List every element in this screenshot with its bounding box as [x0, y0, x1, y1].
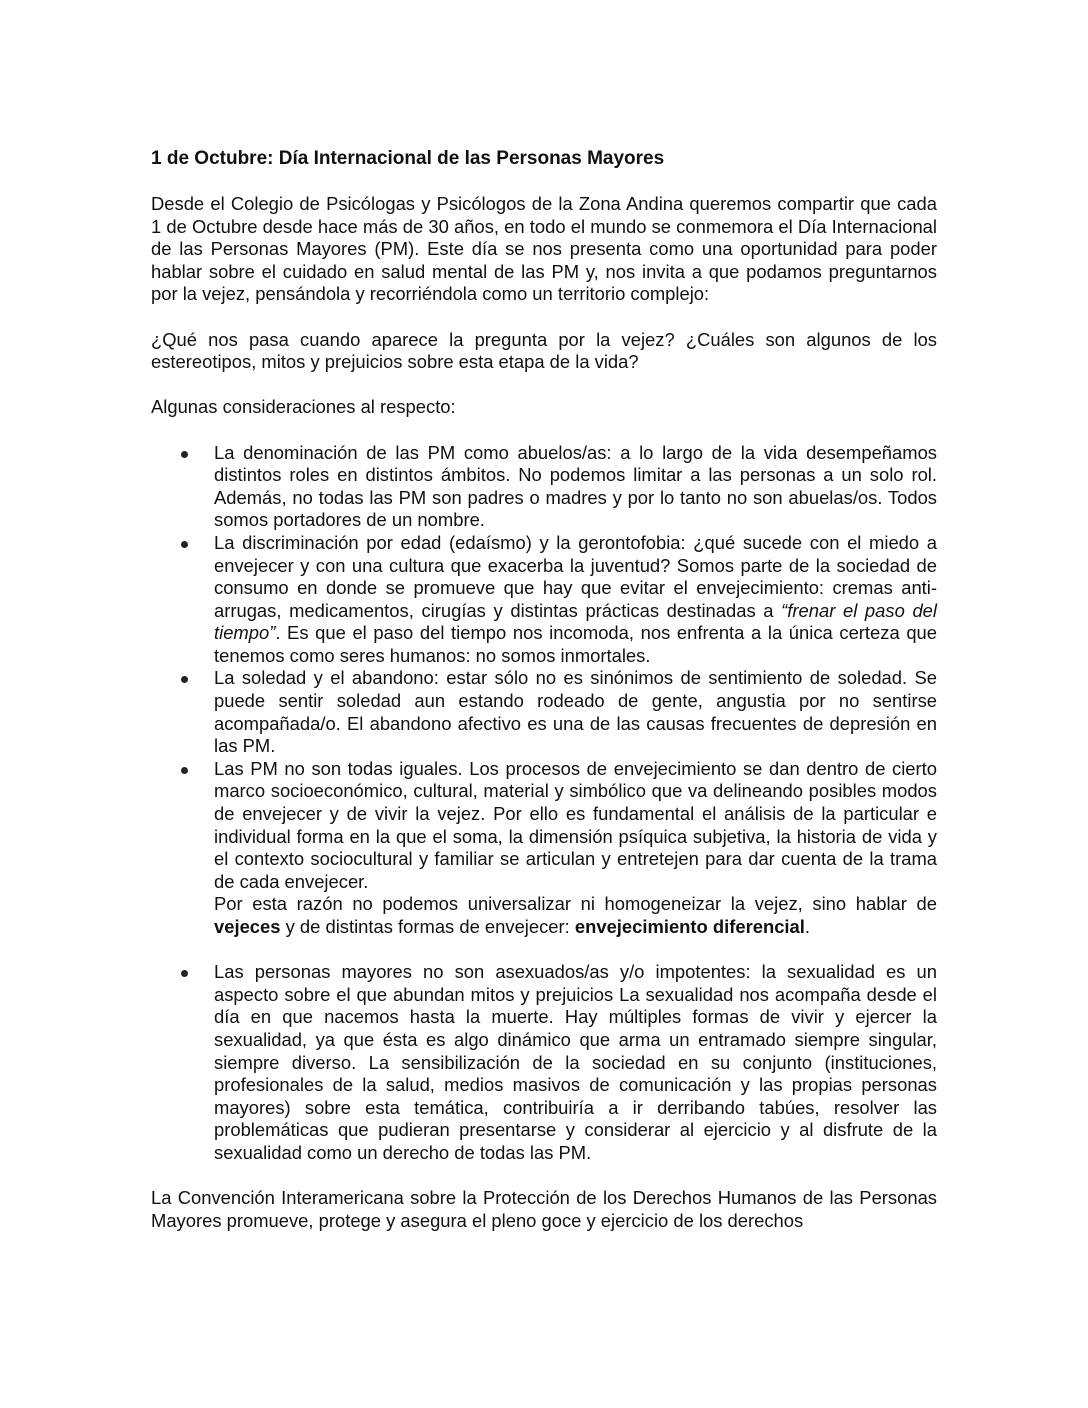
list-item [151, 667, 937, 757]
bullet-icon [181, 767, 188, 774]
list-item [151, 532, 937, 668]
bullet-text: Las personas mayores no son asexuados/as y/o impotentes: la sexualidad es un aspecto sobre el que abundan mitos y prejuicios La sexualidad nos acompaña desde el día en que nacemos hasta la muerte. Hay múltiples formas de vivir y ejercer la sexualidad, ya que ésta es algo dinámico que arma un entramado siempre singular, siempre diverso. La sensibilización de la sociedad en su conjunto (instituciones, profesionales de la salud, medios masivos de comunicación y las propias personas mayores) sobre esta temática, contribuiría a ir derribando tabúes, resolver las problemáticas que pudieran presentarse y considerar al ejercicio y al disfrute de la sexualidad como un derecho de todas las PM. [214, 961, 937, 1163]
intro-paragraph: Desde el Colegio de Psicólogas y Psicólogos de la Zona Andina queremos compartir que cada 1 de Octubre desde hace más de 30 años, en todo el mundo se conmemora el Día Internacional de las Personas Mayores (PM). Este día se nos presenta como una oportunidad para poder hablar sobre el cuidado en salud mental de las PM y, nos invita a que podamos preguntarnos por la vejez, pensándola y recorriéndola como un territorio complejo: [151, 193, 937, 305]
list-item [151, 961, 937, 1164]
continuation-text: y de distintas formas de envejecer: [280, 916, 575, 937]
bold-term-envejecimiento-diferencial: envejecimiento diferencial [574, 916, 805, 937]
list-item [151, 442, 937, 532]
bold-term-vejeces: vejeces [214, 916, 281, 937]
bullet-icon [181, 970, 188, 977]
bullet-icon [181, 676, 188, 683]
bullet-icon [181, 541, 188, 548]
bullet-text: La denominación de las PM como abuelos/as: a lo largo de la vida desempeñamos distintos roles en distintos ámbitos. No podemos limitar a las personas a un solo rol. Además, no todas las PM son padres o madres y por lo tanto no son abuelas/os. Todos somos portadores de un nombre. [214, 441, 937, 531]
continuation-text: Por esta razón no podemos universalizar ni homogeneizar la vejez, sino hablar de [214, 893, 937, 915]
closing-paragraph: La Convención Interamericana sobre la Protección de los Derechos Humanos de las Personas Mayores promueve, protege y asegura el pleno goce y ejercicio de los derechos [151, 1187, 937, 1231]
bullet-text: La soledad y el abandono: estar sólo no es sinónimos de sentimiento de soledad. Se puede sentir soledad aun estando rodeado de gente, angustia por no sentirse acompañada/o. El abandono afectivo es una de las causas frecuentes de depresión en las PM. [214, 667, 937, 757]
list-item [151, 758, 937, 939]
italic-quote: “frenar el paso del tiempo” [214, 599, 937, 644]
page-title: 1 de Octubre: Día Internacional de las Personas Mayores [151, 148, 665, 169]
bullet-icon [181, 451, 188, 458]
questions-paragraph: ¿Qué nos pasa cuando aparece la pregunta por la vejez? ¿Cuáles son algunos de los estereotipos, mitos y prejuicios sobre esta etapa de la vida? [151, 328, 937, 373]
considerations-list [151, 442, 937, 1165]
bullet-text: . Es que el paso del tiempo nos incomoda, nos enfrenta a la única certeza que tenemos como seres humanos: no somos inmortales. [214, 622, 937, 666]
considerations-label: Algunas consideraciones al respecto: [151, 396, 456, 418]
bullet-text: La discriminación por edad (edaísmo) y la gerontofobia: ¿qué sucede con el miedo a envejecer y con una cultura que exacerba la juventud? Somos parte de la sociedad de consumo en donde se promueve que hay que evitar el envejecimiento: cremas anti-arrugas, medicamentos, cirugías y distintas prácticas destinadas a [214, 531, 937, 621]
bullet-continuation [214, 893, 937, 938]
continuation-text: . [804, 916, 810, 937]
document-page [151, 147, 937, 1232]
bullet-text: Las PM no son todas iguales. Los procesos de envejecimiento se dan dentro de cierto marco socioeconómico, cultural, material y simbólico que va delineando posibles modos de envejecer y de vivir la vejez. Por ello es fundamental el análisis de la particular e individual forma en la que el soma, la dimensión psíquica subjetiva, la historia de vida y el contexto sociocultural y familiar se articulan y entretejen para dar cuenta de la trama de cada envejecer. [214, 757, 937, 892]
